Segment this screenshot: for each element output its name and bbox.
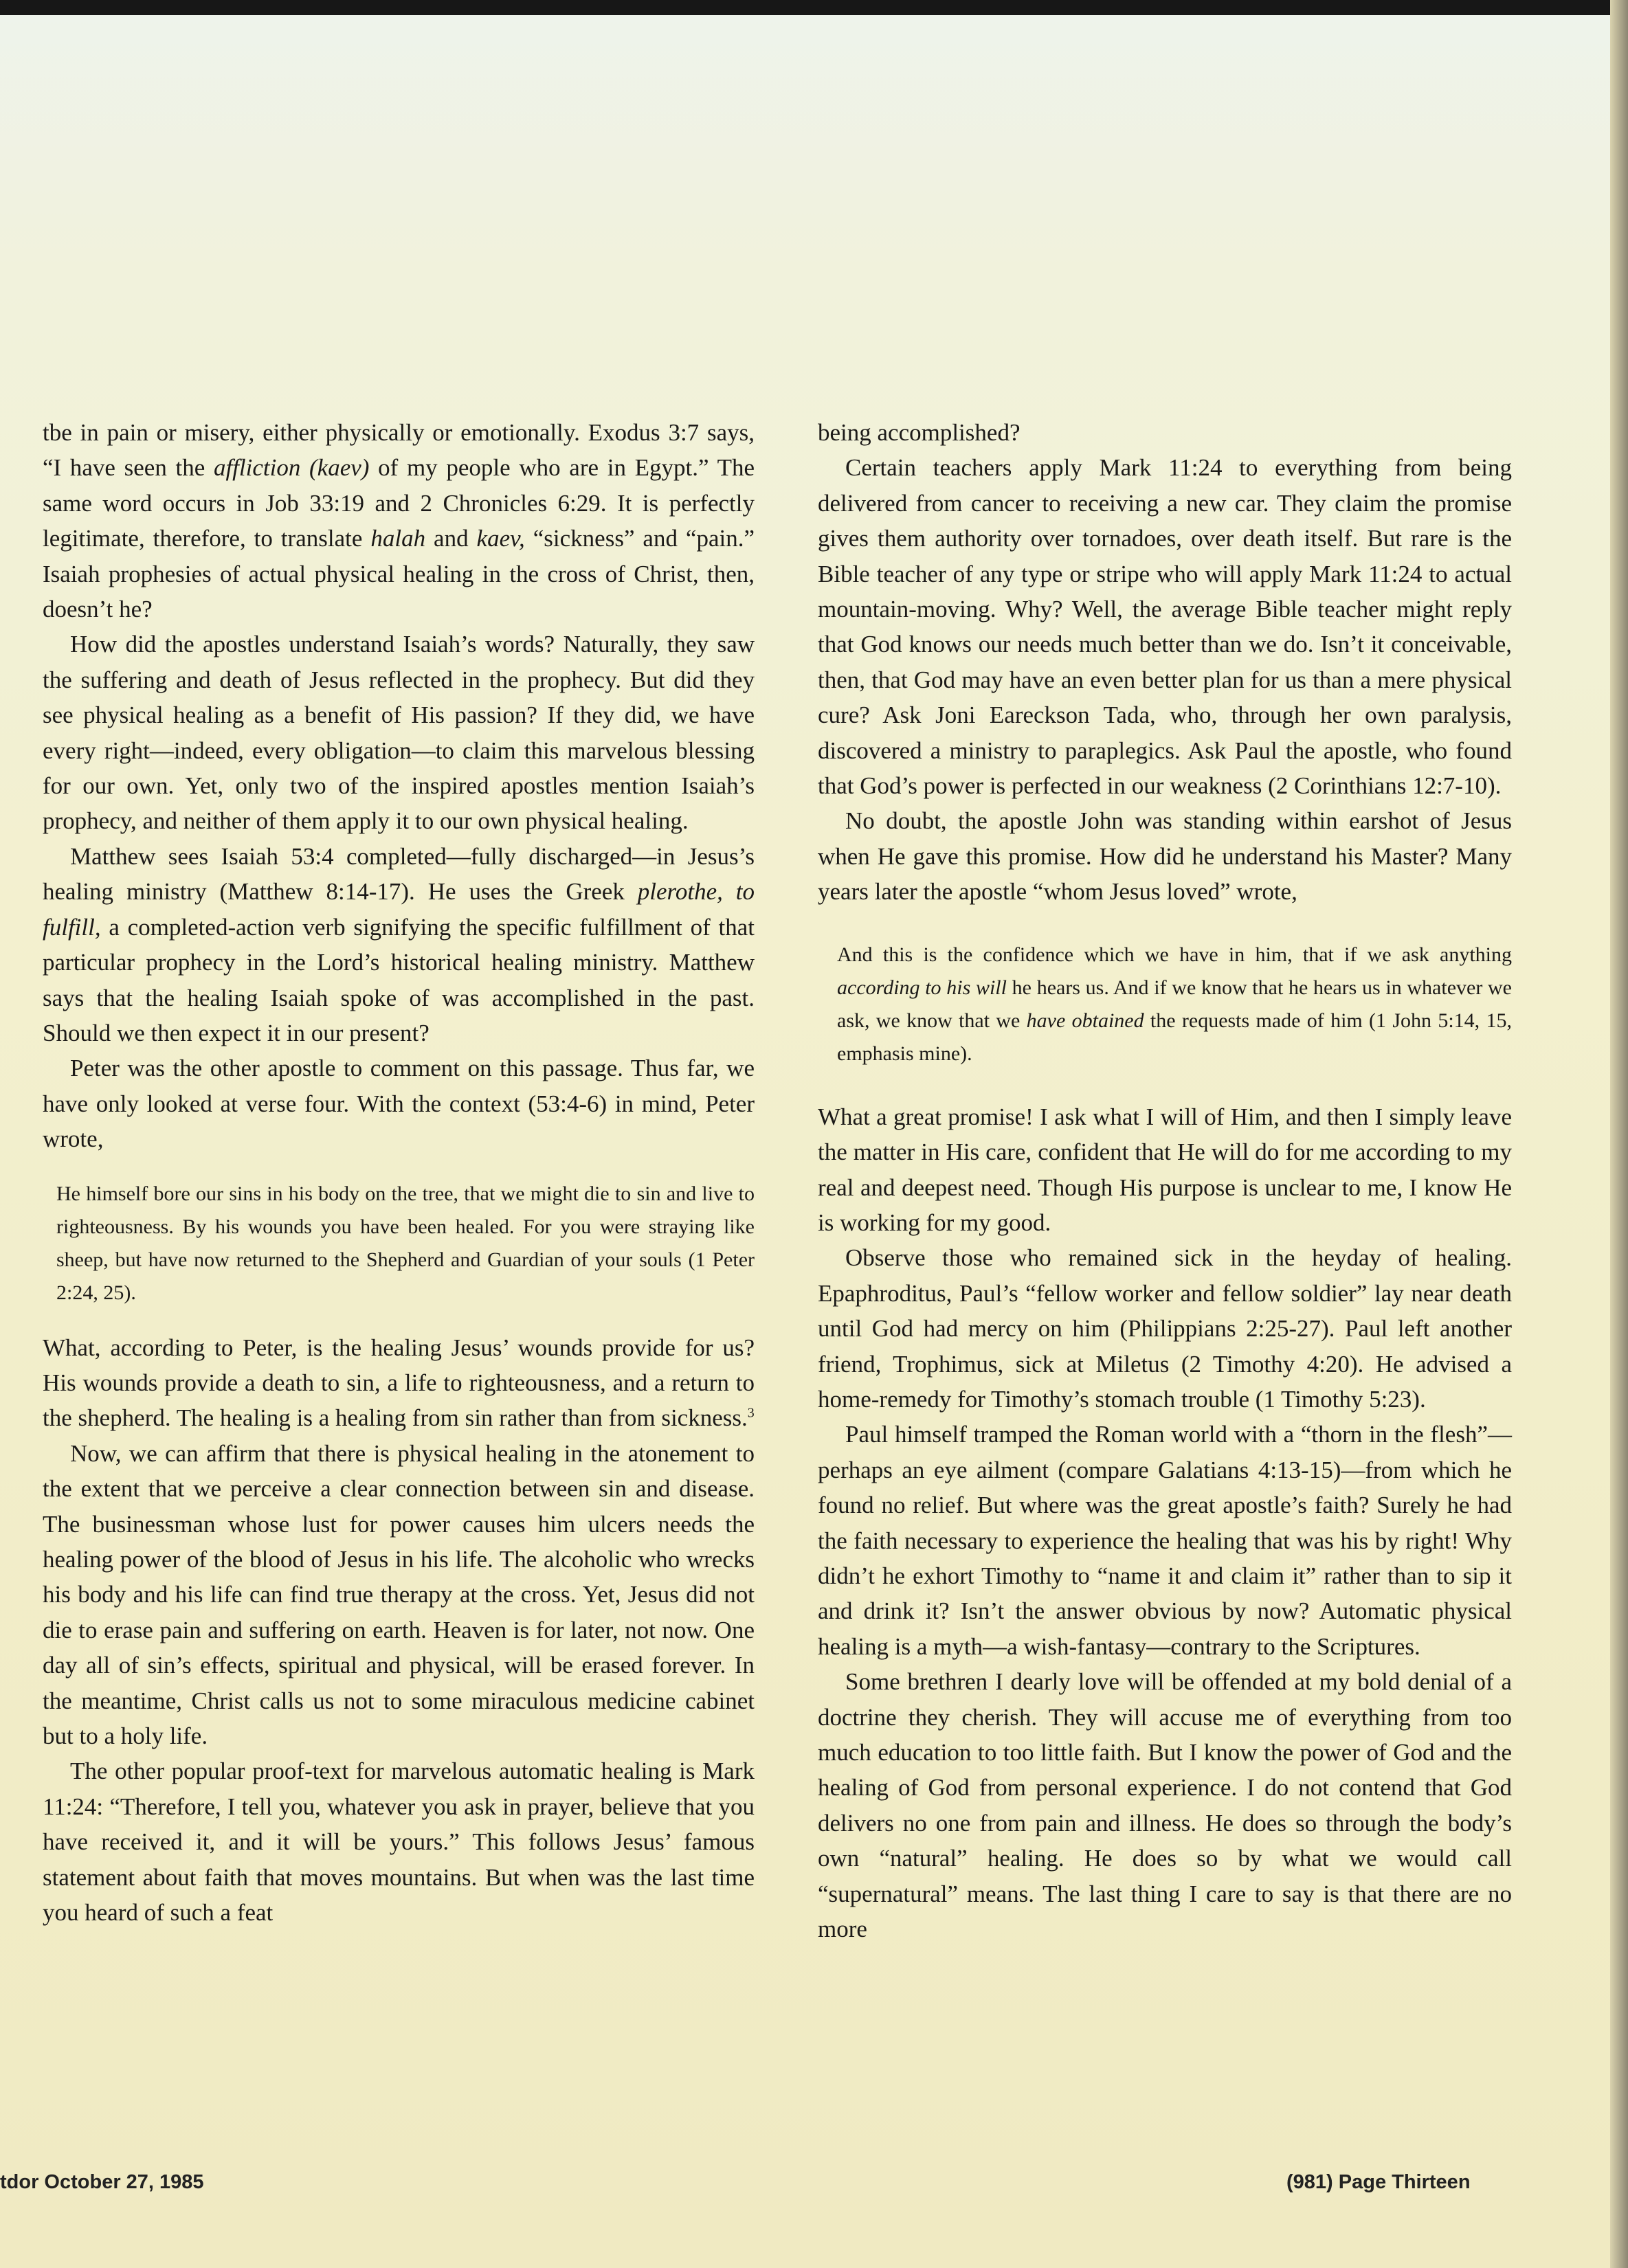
paragraph: being accomplished? [818,419,1021,446]
paragraph: Some brethren I dearly love will be offended at my bold denial of a doctrine they cherish. They will accuse me of everything from too much education to too little faith. But I know the power of God and the healing of God from personal experience. I do not contend that God delivers no one from pain and illness. He does so through the body’s own “natural” healing. He does so by what we would call “supernatural” means. The last thing I care to say is that there are no more [818,1668,1512,1943]
block-quote: He himself bore our sins in his body on the tree, that we might die to sin and live to righteousness. By his wounds you have been healed. For you were straying like sheep, but have now returned to the Shepherd and Guardian of your souls (1 Peter 2:24, 25). [56,1182,755,1304]
paragraph: Paul himself tramped the Roman world with a “thorn in the flesh”—perhaps an eye ailment (compare Galatians 4:13-15)—from which he found no relief. But where was the great apostle’s faith? Surely he had the faith necessary to experience the healing that was his by right! Why didn’t he exhort Timothy to “name it and claim it” rather than to sip it and drink it? Isn’t the answer obvious by now? Automatic physical healing is a myth—a wish-fantasy—contrary to the Scriptures. [818,1421,1512,1660]
scan-top-edge [0,0,1628,15]
paragraph: What, according to Peter, is the healing Jesus’ wounds provide for us? His wounds provide a death to sin, a life to righteousness, and a return to the shepherd. The healing is a healing from sin rather than from sickness.$^3$ [43,1334,755,1432]
scan-right-edge [1610,0,1628,2268]
paragraph: The other popular proof-text for marvelous automatic healing is Mark 11:24: “Therefore, I tell you, whatever you ask in prayer, believe that you have received it, and it will be yours.” This follows Jesus’ famous statement about faith that moves mountains. But when was the last time you heard of such a feat [43,1758,755,1927]
paragraph: How did the apostles understand Isaiah’s words? Naturally, they saw the suffering and death of Jesus reflected in the prophecy. But did they see physical healing as a benefit of His passion? If they did, we have every right—indeed, every obligation—to claim this marvelous blessing for our own. Yet, only two of the inspired apostles mention Isaiah’s prophecy, and neither of them apply it to our own physical healing. [43,631,755,835]
paragraph: Observe those who remained sick in the heyday of healing. Epaphroditus, Paul’s “fellow worker and fellow soldier” lay near death until God had mercy on him (Philippians 2:25-27). Paul left another friend, Trophimus, sick at Miletus (2 Timothy 4:20). He advised a home-remedy for Timothy’s stomach trouble (1 Timothy 5:23). [818,1244,1512,1413]
paragraph: No doubt, the apostle John was standing within earshot of Jesus when He gave this promise. How did he understand his Master? Many years later the apostle “whom Jesus loved” wrote, [818,807,1512,906]
paragraph: What a great promise! I ask what I will of Him, and then I simply leave the matter in His care, confident that He will do for me according to my real and deepest need. Though His purpose is unclear to me, I know He is working for my good. [818,1103,1512,1236]
paragraph: Certain teachers apply Mark 11:24 to everything from being delivered from cancer to receiving a new car. They claim the promise gives them authority over tornadoes, over death itself. But rare is the Bible teacher of any type or stripe who will apply Mark 11:24 to actual mountain-moving. Why? Well, the average Bible teacher might reply that God knows our needs much better than we do. Isn’t it conceivable, then, that God may have an even better plan for us than a mere physical cure? Ask Joni Eareckson Tada, who, through her own paralysis, discovered a ministry to paraplegics. Ask Paul the apostle, who found that God’s power is perfected in our weakness (2 Corinthians 12:7-10). [818,454,1512,800]
paragraph: Matthew sees Isaiah 53:4 completed—fully discharged—in Jesus’s healing ministry (Matthew 8:14-17). He uses the Greek plerothe, to fulfill, a completed-action verb signifying the specific fulfillment of that particular prophecy in the Lord’s historical healing ministry. Matthew says that the healing Isaiah spoke of was accomplished in the past. Should we then expect it in our present? [43,842,755,1046]
footnote-ref: 3 [747,1405,755,1421]
footer-date: tdor October 27, 1985 [0,2171,204,2193]
right-column [818,415,1512,1946]
left-column [43,415,755,1930]
block-quote: And this is the confidence which we have in him, that if we ask anything according to his will he hears us. And if we know that he hears us in whatever we ask, we know that we have obtained the requests made of him (1 John 5:14, 15, emphasis mine). [837,943,1513,1065]
paragraph: Peter was the other apostle to comment on this passage. Thus far, we have only looked at verse four. With the context (53:4-6) in mind, Peter wrote, [43,1055,755,1153]
paragraph: Now, we can affirm that there is physical healing in the atonement to the extent that we perceive a clear connection between sin and disease. The businessman whose lust for power causes him ulcers needs the healing power of the blood of Jesus in his life. The alcoholic who wrecks his body and his life can find true therapy at the cross. Yet, Jesus did not die to erase pain and suffering on earth. Heaven is for later, not now. One day all of sin’s effects, spiritual and physical, will be erased forever. In the meantime, Christ calls us not to some miraculous medicine cabinet but to a holy life. [43,1439,755,1749]
paragraph: tbe in pain or misery, either physically or emotionally. Exodus 3:7 says, “I have seen the affliction (kaev) of my people who are in Egypt.” The same word occurs in Job 33:19 and 2 Chronicles 6:29. It is perfectly legitimate, therefore, to translate halah and kaev, “sickness” and “pain.” Isaiah prophesies of actual physical healing in the cross of Christ, then, doesn’t he? [43,419,755,623]
page-number: (981) Page Thirteen [1286,2171,1471,2193]
